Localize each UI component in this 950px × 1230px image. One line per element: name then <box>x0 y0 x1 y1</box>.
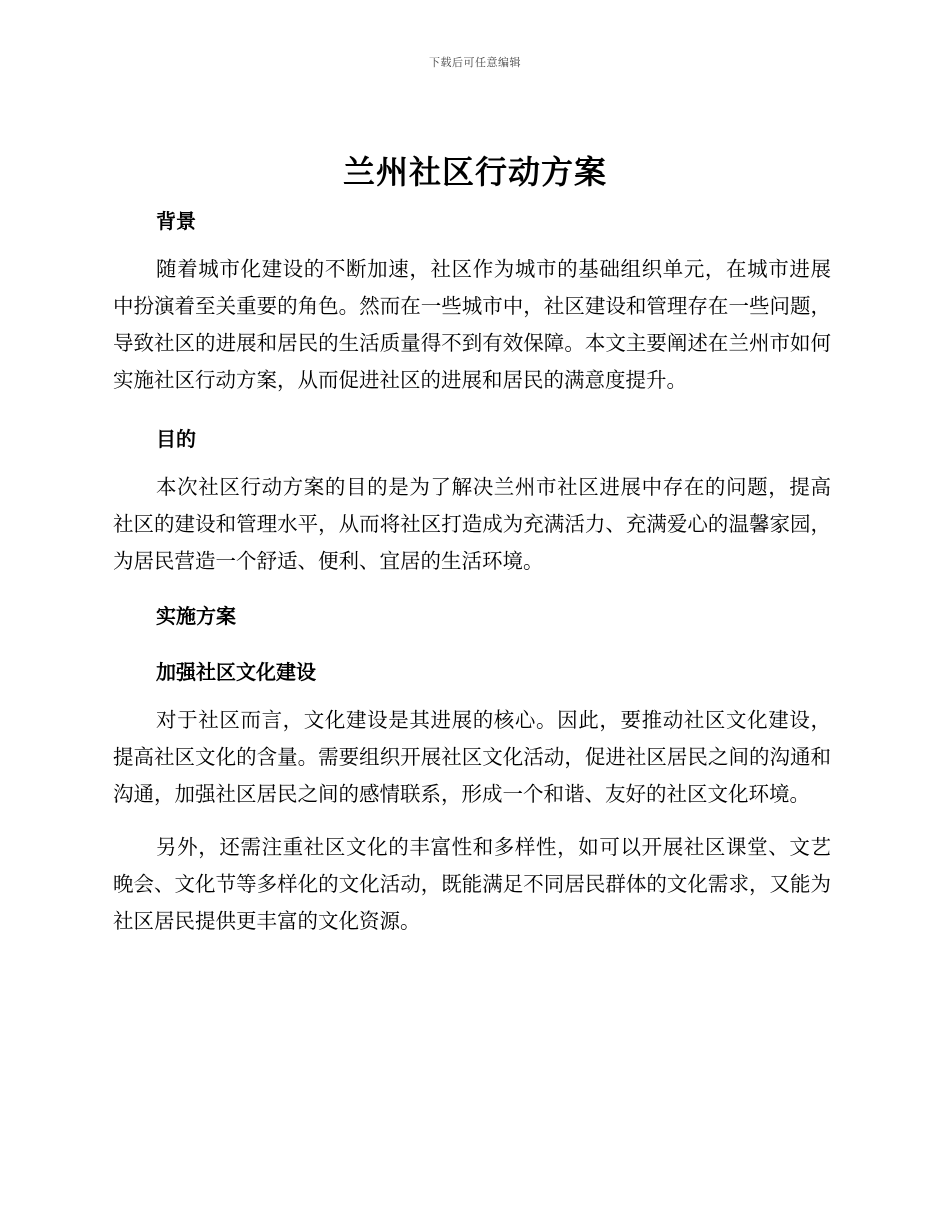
section-heading-purpose: 目的 <box>156 427 196 451</box>
paragraph-purpose: 本次社区行动方案的目的是为了解决兰州市社区进展中存在的问题，提高社区的建设和管理水平，从而将社区打造成为充满活力、充满爱心的温馨家园，为居民营造一个舒适、便利、宜居的生活环境。 <box>113 475 831 573</box>
document-body <box>113 201 831 940</box>
paragraph-background: 随着城市化建设的不断加速，社区作为城市的基础组织单元，在城市进展中扮演着至关重要的角色。然而在一些城市中，社区建设和管理存在一些问题，导致社区的进展和居民的生活质量得不到有效保障。本文主要阐述在兰州市如何实施社区行动方案，从而促进社区的进展和居民的满意度提升。 <box>113 257 831 392</box>
section-heading-culture: 加强社区文化建设 <box>156 660 316 684</box>
paragraph-culture-1: 对于社区而言，文化建设是其进展的核心。因此，要推动社区文化建设，提高社区文化的含量。需要组织开展社区文化活动，促进社区居民之间的沟通和沟通，加强社区居民之间的感情联系，形成一个和谐、友好的社区文化环境。 <box>113 708 831 806</box>
paragraph-culture-2: 另外，还需注重社区文化的丰富性和多样性，如可以开展社区课堂、文艺晚会、文化节等多样化的文化活动，既能满足不同居民群体的文化需求，又能为社区居民提供更丰富的文化资源。 <box>113 835 831 933</box>
header-note: 下载后可任意编辑 <box>429 56 521 69</box>
section-heading-plan: 实施方案 <box>156 604 236 628</box>
section-heading-background: 背景 <box>156 209 196 233</box>
document-title: 兰州社区行动方案 <box>342 153 607 191</box>
